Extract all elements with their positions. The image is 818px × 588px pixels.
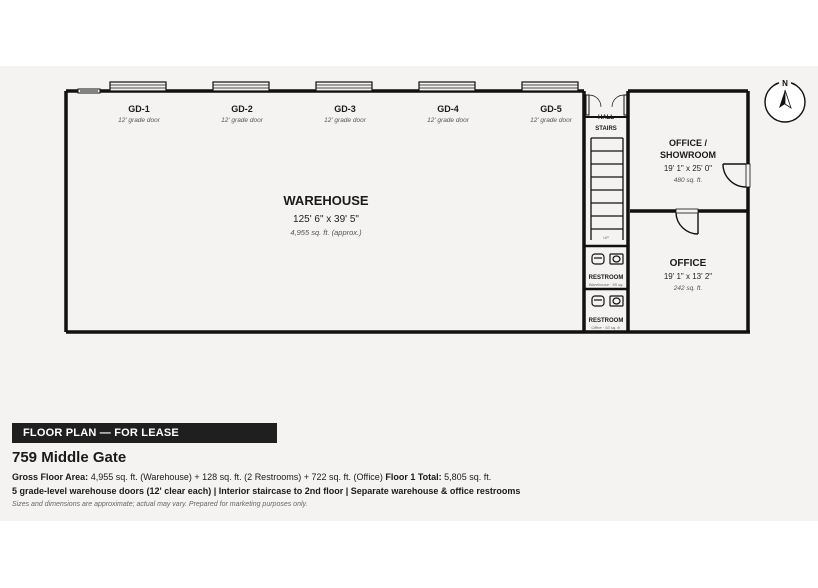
grade-door-label: GD-1 (128, 104, 150, 114)
gross-area-text: 4,955 sq. ft. (Warehouse) + 128 sq. ft. (2 Restrooms) + 722 sq. ft. (Office) (88, 472, 386, 482)
office-showroom-door (723, 164, 750, 187)
grade-door-5 (522, 82, 578, 124)
property-address: 759 Middle Gate (12, 449, 127, 466)
warehouse-walls (66, 91, 750, 332)
grade-door-3 (316, 82, 372, 124)
grade-door-note: 12' grade door (324, 117, 366, 124)
hall-label: HALL (598, 115, 614, 121)
north-label: N (782, 79, 788, 88)
warehouse-area: 4,955 sq. ft. (approx.) (290, 228, 362, 237)
disclaimer: Sizes and dimensions are approximate; actual may vary. Prepared for marketing purposes only. (12, 501, 308, 508)
grade-door-frame (316, 82, 372, 91)
restroom-office-label: RESTROOM (588, 318, 624, 324)
grade-door-note: 12' grade door (221, 117, 263, 124)
restroom-warehouse-label: RESTROOM (588, 275, 624, 281)
grade-door-frame (213, 82, 269, 91)
grade-door-label: GD-2 (231, 104, 253, 114)
grade-door-frame (522, 82, 578, 91)
office-title: OFFICE (669, 258, 707, 269)
gross-area-line (12, 472, 491, 482)
grade-door-note: 12' grade door (118, 117, 160, 124)
north-arrow-icon (765, 78, 805, 122)
floor-plan-banner: FLOOR PLAN — FOR LEASE (12, 423, 277, 443)
restroom-warehouse-note: Warehouse · 65 sq. (588, 282, 624, 287)
grade-door-frame (110, 82, 166, 91)
stairs-up-label: UP (603, 235, 609, 240)
grade-door-label: GD-4 (437, 104, 459, 114)
grade-door-1 (110, 82, 166, 124)
grade-door-4 (419, 82, 475, 124)
stairs-label: STAIRS (595, 126, 617, 132)
stairs (591, 138, 623, 240)
office-showroom-title-1: OFFICE / (669, 138, 707, 148)
office-showroom-title-2: SHOWROOM (660, 150, 716, 160)
office-showroom-area: 480 sq. ft. (673, 177, 703, 184)
office-dims: 19' 1" x 13' 2" (663, 272, 713, 281)
entry-window (78, 89, 100, 93)
restroom-office-fixtures (592, 296, 623, 306)
restroom-warehouse-fixtures (592, 254, 623, 264)
office-area: 242 sq. ft. (673, 285, 703, 292)
features-line: 5 grade-level warehouse doors (12' clear each) | Interior staircase to 2nd floor | Separate warehouse & office restrooms (12, 486, 521, 496)
office-showroom-dims: 19' 1" x 25' 0" (663, 164, 713, 173)
grade-door-frame (419, 82, 475, 91)
office-door (676, 209, 698, 234)
grade-door-label: GD-3 (334, 104, 356, 114)
grade-door-2 (213, 82, 269, 124)
grade-door-note: 12' grade door (427, 117, 469, 124)
grade-door-label: GD-5 (540, 104, 562, 114)
hall-doors (586, 95, 627, 115)
grade-door-note: 12' grade door (530, 117, 572, 124)
floor-total-value: 5,805 sq. ft. (441, 472, 492, 482)
warehouse-dims: 125' 6" x 39' 5" (293, 214, 359, 225)
restroom-office-note: Office · 63 sq. ft. (591, 325, 621, 330)
gross-area-label: Gross Floor Area: (12, 472, 89, 482)
floor-total-label: Floor 1 Total: (385, 472, 442, 482)
warehouse-title: WAREHOUSE (283, 193, 369, 208)
